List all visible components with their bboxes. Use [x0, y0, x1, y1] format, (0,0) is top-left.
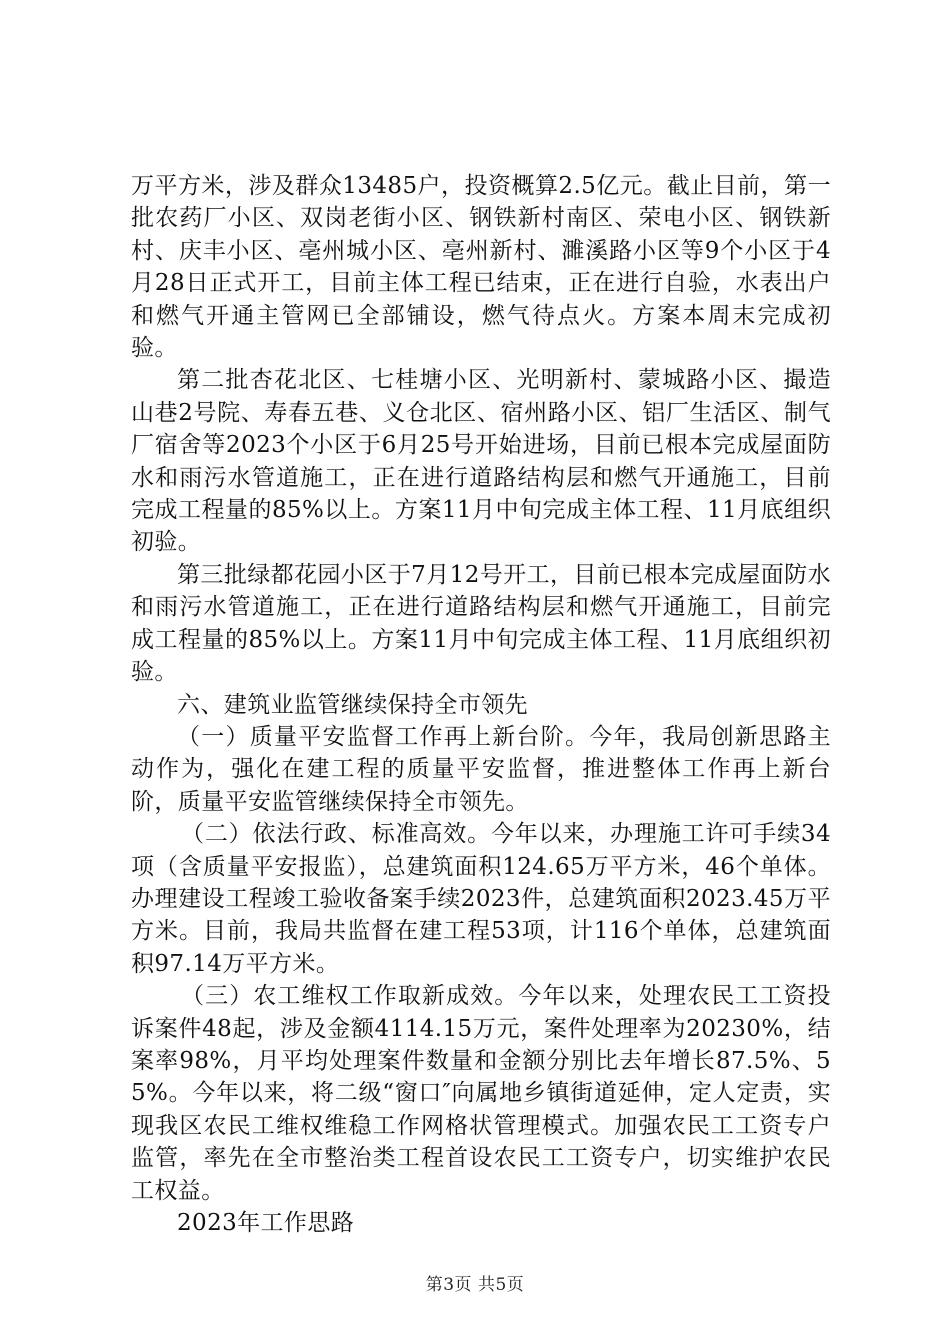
- section-heading-construction-supervision: 六、建筑业监管继续保持全市领先: [177, 691, 528, 718]
- section-heading-work-plan: 2023年工作思路: [177, 1210, 355, 1236]
- paragraph-migrant-worker-rights: （三）农工维权工作取新成效。今年以来，处理农民工工资投诉案件48起，涉及金额4114.15万元，案件处理率为20230%，结案率98%，月平均处理案件数量和金额分别比去年增长87.5%、55%。今年以来，将二级“窗口″向属地乡镇街道延伸，定人定责，实现我区农民工维权维稳工作网格状管理模式。加强农民工工资专户监管，率先在全市整治类工程首设农民工工资专户，切实维护农民工权益。: [131, 983, 831, 1204]
- paragraph-quality-safety: （一）质量平安监督工作再上新台阶。今年，我局创新思路主动作为，强化在建工程的质量平安监督，推进整体工作再上新台阶，质量平安监管继续保持全市领先。: [131, 723, 831, 815]
- paragraph-renovation-batch-1: 万平方米，涉及群众13485户，投资概算2.5亿元。截止目前，第一批农药厂小区、双岗老街小区、钢铁新村南区、荣电小区、钢铁新村、庆丰小区、亳州城小区、亳州新村、濉溪路小区等9个小区于4月28日正式开工，目前主体工程已结束，正在进行自验，水表出户和燃气开通主管网已全部铺设，燃气待点火。方案本周末完成初验。: [131, 173, 831, 362]
- document-body: [131, 170, 831, 1239]
- paragraph-renovation-batch-3: 第三批绿都花园小区于7月12号开工，目前已根本完成屋面防水和雨污水管道施工，正在进行道路结构层和燃气开通施工，目前完成工程量的85%以上。方案11月中旬完成主体工程、11月底组织初验。: [131, 561, 831, 686]
- page-number-footer: 第3页 共5页: [425, 1275, 525, 1295]
- paragraph-renovation-batch-2: 第二批杏花北区、七桂塘小区、光明新村、蒙城路小区、撮造山巷2号院、寿春五巷、义仓北区、宿州路小区、铝厂生活区、制气厂宿舍等2023个小区于6月25号开始进场，目前已根本完成屋面防水和雨污水管道施工，正在进行道路结构层和燃气开通施工，目前完成工程量的85%以上。方案11月中旬完成主体工程、11月底组织初验。: [131, 367, 831, 556]
- paragraph-administration: （二）依法行政、标准高效。今年以来，办理施工许可手续34项（含质量平安报监），总建筑面积124.65万平方米，46个单体。办理建设工程竣工验收备案手续2023件，总建筑面积2023.45万平方米。目前，我局共监督在建工程53项，计116个单体，总建筑面积97.14万平方米。: [131, 821, 831, 977]
